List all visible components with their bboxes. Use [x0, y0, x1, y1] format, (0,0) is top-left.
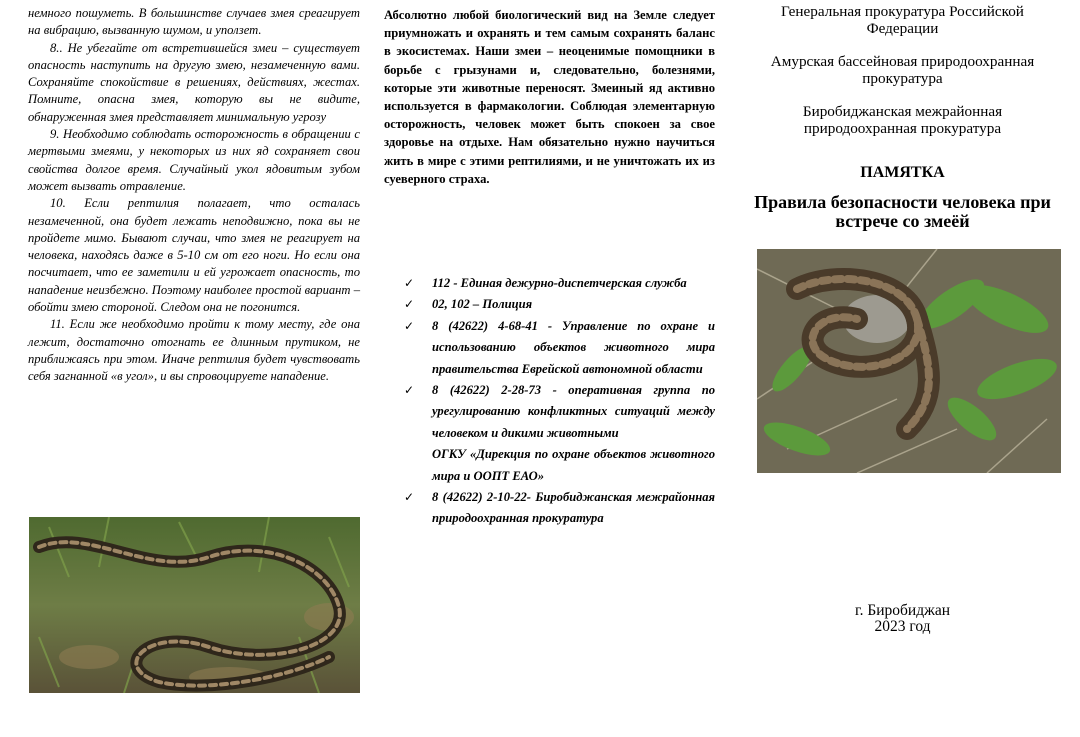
list-item [404, 487, 715, 530]
paragraph-8: 8.. Не убегайте от встретившейся змеи – существует опасность наступить на другую змею, незамеченную вами. Сохраняйте спокойствие в решениях, действиях, жестах. Помните, опасна змея, которую вы не видите, обнаруженная змея представляет минимальную угрозу [28, 40, 360, 124]
paragraph-continued: немного пошуметь. В большинстве случаев змея среагирует на вибрацию, вызванную шумом, и уползет. [28, 6, 360, 38]
rules-title: Правила безопасности человека при встрече со змеёй [754, 192, 1051, 231]
phone-list [404, 273, 715, 530]
phone-entry: 02, 102 – Полиция [432, 297, 533, 312]
list-item [404, 316, 715, 380]
list-item [404, 273, 715, 294]
org-birobidzhan-prosecutor: Биробиджанская межрайонная природоохранная прокуратура [802, 103, 1003, 137]
phone-entry: 8 (42622) 2-28-73 - оперативная группа по урегулированию конфликтных ситуаций между человеком и дикими животными [432, 383, 715, 440]
check-icon: ✓ [404, 318, 415, 333]
phone-entry: 8 (42622) 4-68-41 - Управление по охране и использованию объектов животного мира правительства Еврейской автономной области [432, 318, 715, 376]
check-icon: ✓ [404, 297, 415, 312]
left-column [28, 5, 360, 386]
phone-entry: 112 - Единая дежурно-диспетчерская служба [432, 276, 687, 290]
list-item [404, 380, 715, 487]
check-icon: ✓ [404, 276, 415, 290]
phone-entry-organization: ОГКУ «Дирекция по охране объектов животного мира и ООПТ ЕАО» [432, 447, 715, 483]
check-icon: ✓ [404, 490, 415, 505]
right-column-header [750, 4, 1055, 154]
list-item [404, 294, 715, 315]
paragraph-10: 10. Если рептилия полагает, что осталась незамеченной, она будет лежать неподвижно, пока вы не пройдете мимо. Бывают случаи, что змея не реагирует на человека, находясь даже в 5-10 см от его ноги. Но если она посчитает, что ее заметили и ей угрожает опасность, то нападение неизбежно. Поэтому наиболее простой вариант – обойти змею стороной. Следом она не погонится. [28, 196, 360, 315]
paragraph-11: 11. Если же необходимо пройти к тому месту, где она лежит, достаточно отогнать ее длинным прутиком, не приближаясь при этом. Иначе рептилия будет чувствовать себя загнанной «в угол», и вы спровоцируете нападение. [28, 317, 360, 384]
snake-photo-grass [29, 517, 360, 693]
snake-photo-leaves [757, 249, 1061, 473]
org-amur-prosecutor: Амурская бассейновая природоохранная прокуратура [770, 53, 1035, 87]
paragraph-9: 9. Необходимо соблюдать осторожность в обращении с мертвыми змеями, у некоторых из них яд сохраняет свои свойства долгое время. Случайный укол ядовитым зубом может вызвать отравление. [28, 127, 360, 193]
phone-entry: 8 (42622) 2-10-22- Биробиджанская межрайонная природоохранная прокуратура [432, 490, 715, 526]
check-icon: ✓ [404, 383, 415, 398]
org-general-prosecutor: Генеральная прокуратура Российской Федерации [781, 3, 1024, 37]
year-label: 2023 год [874, 618, 931, 635]
intro-text: Абсолютно любой биологический вид на Земле следует приумножать и охранять и тем самым сохранять баланс в экосистемах. Наши змеи – неоценимые помощники в борьбе с грызунами и, следовательно, болезнями, которые эти животные переносят. Змеиный яд активно используется в фармакологии. Соблюдая элементарную осторожность, человек может быть спокоен за свое здоровье на отдыхе. Нам обязательно нужно научиться жить в мире с этими рептилиями, и не уничтожать их из суеверного страха. [384, 8, 715, 186]
memo-title: ПАМЯТКА [860, 164, 945, 181]
city-label: г. Биробиджан [854, 602, 950, 619]
footer [750, 603, 1055, 635]
